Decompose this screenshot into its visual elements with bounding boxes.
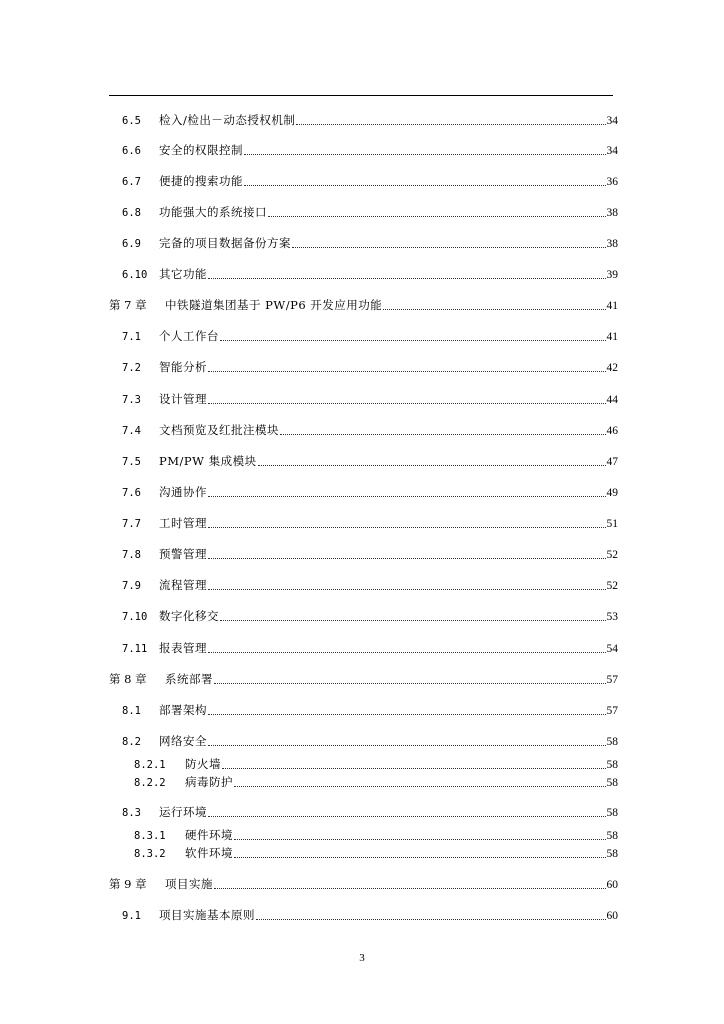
- toc-dot-leader: [256, 919, 606, 920]
- toc-entry[interactable]: [122, 805, 618, 820]
- toc-entry[interactable]: [122, 392, 618, 407]
- toc-dot-leader: [234, 839, 606, 840]
- toc-dot-leader: [258, 465, 606, 466]
- toc-entry-number: 7.5: [122, 456, 141, 468]
- toc-dot-leader: [208, 496, 606, 497]
- toc-entry-page: 36: [606, 176, 618, 188]
- toc-entry-page: 60: [606, 879, 618, 891]
- toc-entry-page: 42: [606, 362, 618, 374]
- toc-entry-number: 6.7: [122, 176, 141, 188]
- page-number: 3: [359, 952, 365, 964]
- toc-entry[interactable]: [122, 329, 618, 344]
- toc-dot-leader: [220, 620, 606, 621]
- toc-entry-number: 8.3.1: [134, 830, 166, 842]
- toc-entry-page: 38: [606, 207, 618, 219]
- toc-entry-title: 中铁隧道集团基于 PW/P6 开发应用功能: [165, 298, 383, 312]
- toc-entry-title: 系统部署: [165, 672, 213, 686]
- toc-entry-title: 病毒防护: [185, 775, 233, 789]
- toc-entry-title: 网络安全: [159, 734, 207, 748]
- toc-entry-title: 防火墙: [185, 757, 221, 771]
- toc-entry-title: 安全的权限控制: [159, 143, 243, 157]
- toc-entry-number: 7.2: [122, 362, 141, 374]
- toc-dot-leader: [244, 185, 606, 186]
- toc-entry-page: 34: [606, 115, 618, 127]
- toc-entry[interactable]: [134, 846, 618, 861]
- toc-entry[interactable]: [109, 672, 618, 687]
- toc-entry-number: 6.6: [122, 145, 141, 157]
- toc-entry-title: 项目实施: [165, 877, 213, 891]
- toc-dot-leader: [214, 683, 606, 684]
- toc-dot-leader: [268, 216, 606, 217]
- toc-entry-page: 60: [606, 910, 618, 922]
- toc-entry[interactable]: [122, 236, 618, 251]
- toc-entry-page: 58: [606, 807, 618, 819]
- toc-entry-title: PM/PW 集成模块: [159, 454, 257, 468]
- toc-entry-title: 沟通协作: [159, 485, 207, 499]
- toc-entry[interactable]: [122, 578, 618, 593]
- toc-entry-number: 第 8 章: [109, 672, 147, 686]
- toc-entry-page: 51: [606, 518, 618, 530]
- toc-entry-number: 6.10: [122, 269, 148, 281]
- toc-entry-number: 6.8: [122, 207, 141, 219]
- toc-entry[interactable]: [122, 516, 618, 531]
- toc-entry-page: 46: [606, 425, 618, 437]
- toc-entry-number: 7.8: [122, 549, 141, 561]
- toc-entry-page: 47: [606, 456, 618, 468]
- toc-dot-leader: [234, 857, 606, 858]
- toc-dot-leader: [208, 371, 606, 372]
- toc-entry[interactable]: [122, 267, 618, 282]
- toc-entry-number: 7.7: [122, 518, 141, 530]
- toc-entry-page: 57: [606, 705, 618, 717]
- toc-entry[interactable]: [122, 547, 618, 562]
- toc-entry[interactable]: [122, 641, 618, 656]
- toc-entry-title: 数字化移交: [159, 609, 219, 623]
- toc-entry[interactable]: [122, 205, 618, 220]
- toc-entry-number: 7.4: [122, 425, 141, 437]
- toc-entry[interactable]: [122, 143, 618, 158]
- toc-entry[interactable]: [122, 734, 618, 749]
- toc-entry[interactable]: [109, 877, 618, 892]
- toc-dot-leader: [292, 247, 606, 248]
- toc-entry[interactable]: [134, 757, 618, 772]
- toc-entry-title: 硬件环境: [185, 828, 233, 842]
- toc-entry-title: 工时管理: [159, 516, 207, 530]
- toc-entry[interactable]: [122, 113, 618, 128]
- toc-entry-number: 8.2: [122, 736, 141, 748]
- toc-entry-title: 文档预览及红批注模块: [159, 423, 279, 437]
- toc-entry-page: 58: [606, 736, 618, 748]
- toc-entry-title: 完备的项目数据备份方案: [159, 236, 291, 250]
- toc-dot-leader: [208, 816, 606, 817]
- toc-dot-leader: [208, 558, 606, 559]
- toc-entry-number: 7.9: [122, 580, 141, 592]
- toc-dot-leader: [220, 340, 606, 341]
- toc-entry-number: 第 9 章: [109, 877, 147, 891]
- toc-entry-number: 8.3.2: [134, 848, 166, 860]
- toc-entry-title: 功能强大的系统接口: [159, 205, 267, 219]
- toc-entry-page: 57: [606, 674, 618, 686]
- toc-entry-page: 34: [606, 145, 618, 157]
- toc-entry-title: 检入/检出－动态授权机制: [159, 113, 296, 127]
- toc-entry-title: 软件环境: [185, 846, 233, 860]
- toc-entry-title: 其它功能: [159, 267, 207, 281]
- toc-entry-number: 7.1: [122, 331, 141, 343]
- toc-entry-title: 部署架构: [159, 703, 207, 717]
- toc-entry[interactable]: [109, 298, 618, 313]
- toc-entry-number: 9.1: [122, 910, 141, 922]
- toc-entry-page: 52: [606, 549, 618, 561]
- toc-entry-page: 49: [606, 487, 618, 499]
- toc-entry[interactable]: [122, 360, 618, 375]
- toc-entry-number: 8.1: [122, 705, 141, 717]
- toc-dot-leader: [208, 714, 606, 715]
- toc-dot-leader: [208, 278, 606, 279]
- toc-entry-number: 8.2.1: [134, 759, 166, 771]
- toc-entry-page: 52: [606, 580, 618, 592]
- toc-entry[interactable]: [122, 609, 618, 624]
- toc-entry[interactable]: [122, 908, 618, 923]
- toc-entry-number: 7.3: [122, 394, 141, 406]
- toc-entry-page: 44: [606, 394, 618, 406]
- toc-entry-page: 58: [606, 759, 618, 771]
- toc-dot-leader: [208, 652, 606, 653]
- toc-entry-title: 流程管理: [159, 578, 207, 592]
- toc-entry-title: 智能分析: [159, 360, 207, 374]
- toc-dot-leader: [234, 786, 606, 787]
- toc-entry-title: 报表管理: [159, 641, 207, 655]
- toc-entry-number: 7.10: [122, 611, 148, 623]
- toc-dot-leader: [222, 768, 606, 769]
- toc-dot-leader: [208, 589, 606, 590]
- toc-entry-title: 项目实施基本原则: [159, 908, 255, 922]
- toc-entry-number: 7.11: [122, 643, 148, 655]
- toc-entry-page: 58: [606, 830, 618, 842]
- toc-entry-page: 41: [606, 300, 618, 312]
- toc-entry[interactable]: [122, 454, 618, 469]
- toc-entry-number: 8.3: [122, 807, 141, 819]
- toc-entry-number: 8.2.2: [134, 777, 166, 789]
- toc-dot-leader: [296, 124, 605, 125]
- toc-dot-leader: [208, 403, 606, 404]
- toc-dot-leader: [208, 745, 606, 746]
- toc-entry[interactable]: [122, 485, 618, 500]
- toc-entry-title: 便捷的搜索功能: [159, 174, 243, 188]
- toc-entry-number: 6.9: [122, 238, 141, 250]
- toc-entry-page: 38: [606, 238, 618, 250]
- toc-entry[interactable]: [122, 703, 618, 718]
- toc-entry-number: 6.5: [122, 115, 141, 127]
- toc-entry-page: 58: [606, 777, 618, 789]
- toc-dot-leader: [280, 434, 606, 435]
- toc-entry-title: 设计管理: [159, 392, 207, 406]
- toc-entry-title: 预警管理: [159, 547, 207, 561]
- toc-entry[interactable]: [134, 828, 618, 843]
- toc-entry-title: 个人工作台: [159, 329, 219, 343]
- toc-entry[interactable]: [134, 775, 618, 790]
- toc-dot-leader: [244, 154, 606, 155]
- toc-entry-page: 53: [606, 611, 618, 623]
- toc-entry-number: 第 7 章: [109, 298, 147, 312]
- toc-entry-title: 运行环境: [159, 805, 207, 819]
- toc-entry-page: 54: [606, 643, 618, 655]
- toc-entry[interactable]: [122, 174, 618, 189]
- toc-dot-leader: [214, 888, 606, 889]
- toc-entry[interactable]: [122, 423, 618, 438]
- toc-dot-leader: [208, 527, 606, 528]
- toc-dot-leader: [383, 309, 605, 310]
- toc-entry-page: 58: [606, 848, 618, 860]
- toc-entry-number: 7.6: [122, 487, 141, 499]
- toc-entry-page: 39: [606, 269, 618, 281]
- toc-entry-page: 41: [606, 331, 618, 343]
